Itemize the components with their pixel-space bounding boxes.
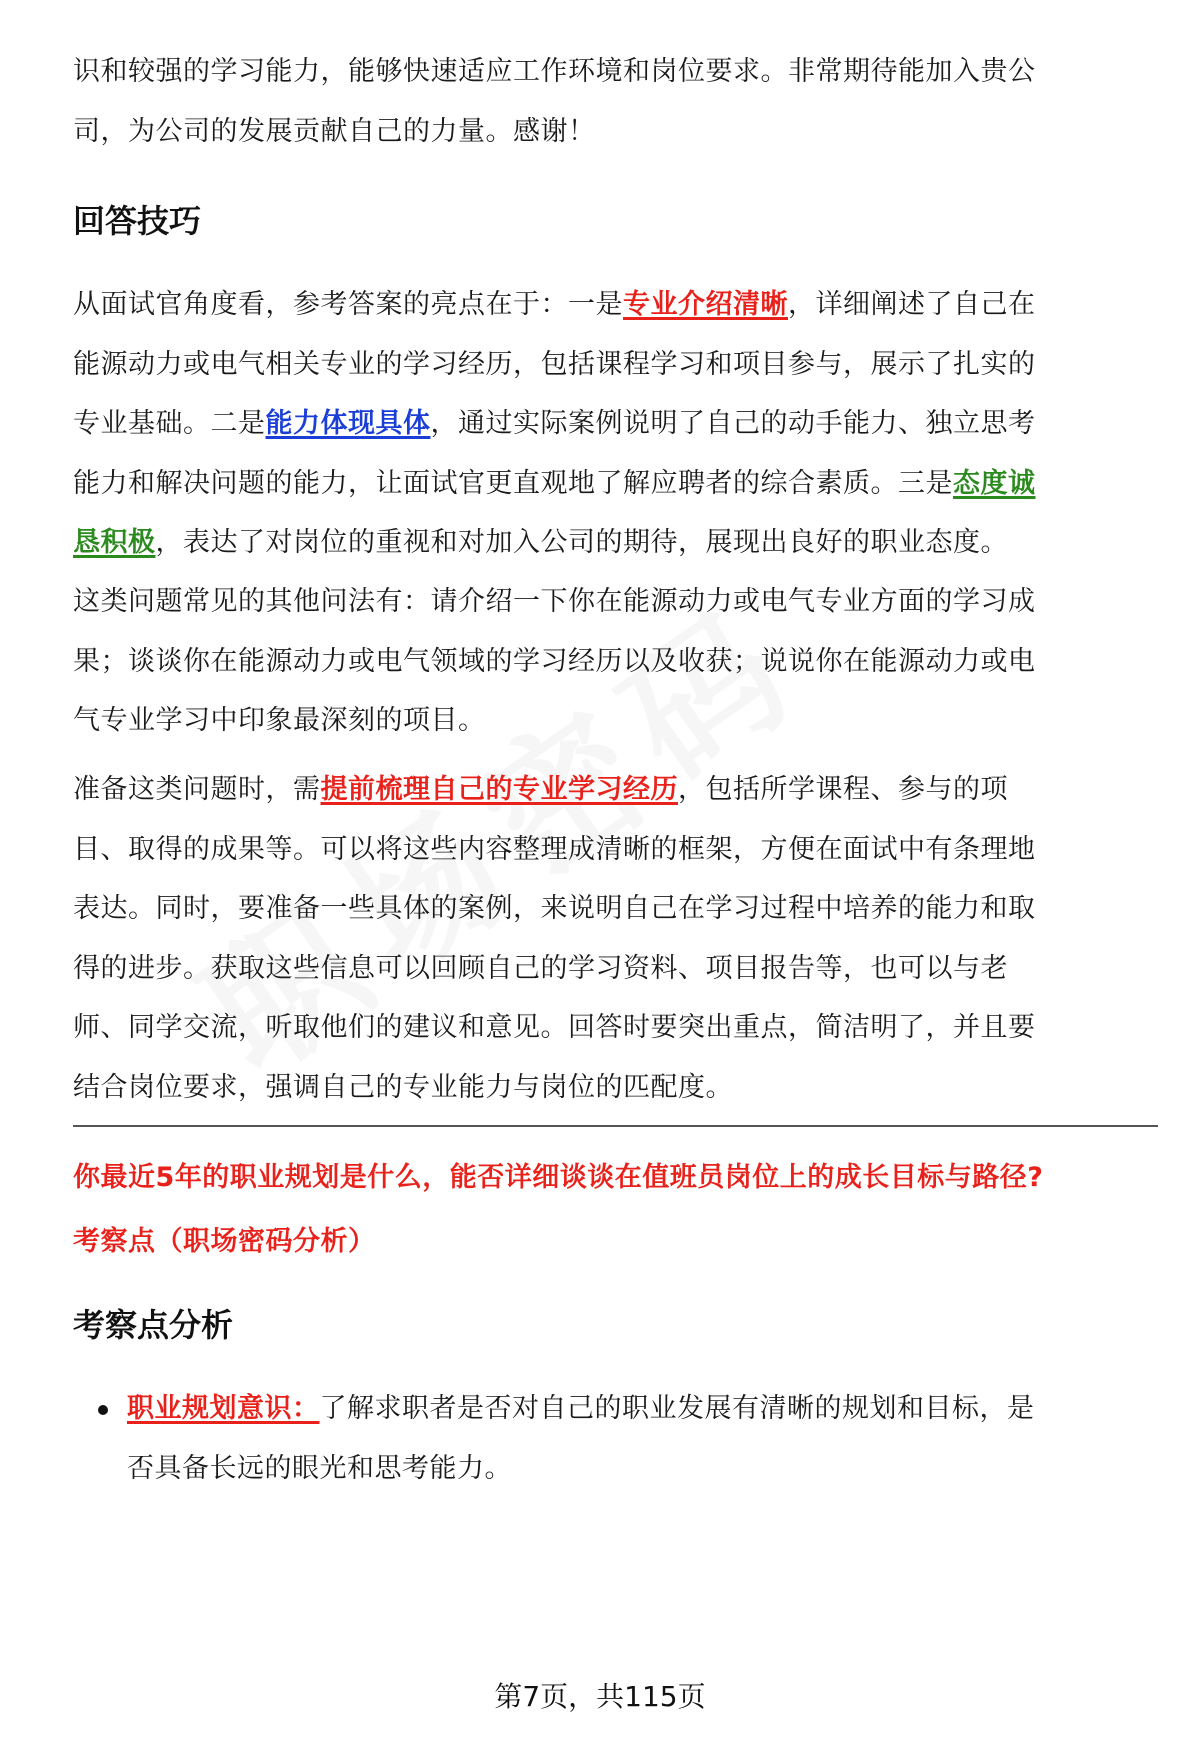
tips-paragraph-1: 从面试官角度看，参考答案的亮点在于：一是专业介绍清晰，详细阐述了自己在能源动力或电气相关专业的学习经历，包括课程学习和项目参与，展示了扎实的专业基础。二是能力体现具体，通过实际案例说明了自己的动手能力、独立思考能力和解决问题的能力，让面试官更直观地了解应聘者的综合素质。三是态度诚恳积极，表达了对岗位的重视和对加入公司的期待，展现出良好的职业态度。 [73, 289, 1036, 558]
bullet-label: 职业规划意识： [127, 1393, 320, 1424]
highlight-sincere-attitude: 态度诚恳积极 [73, 467, 1036, 558]
page-number: 第7页，共115页 [494, 1680, 706, 1713]
tips-paragraph-3: 准备这类问题时，需提前梳理自己的专业学习经历，包括所学课程、参与的项目、取得的成果等。可以将这些内容整理成清晰的框架，方便在面试中有条理地表达。同时，要准备一些具体的案例，来说明自己在学习过程中培养的能力和取得的进步。获取这些信息可以回顾自己的学习资料、项目报告等，也可以与老师、同学交流，听取他们的建议和意见。回答时要突出重点，简洁明了，并且要结合岗位要求，强调自己的专业能力与岗位的匹配度。 [73, 774, 1036, 1103]
analysis-list [73, 1379, 1048, 1498]
tips-paragraph-2: 这类问题常见的其他问法有：请介绍一下你在能源动力或电气专业方面的学习成果；谈谈你在能源动力或电气领域的学习经历以及收获；说说你在能源动力或电气专业学习中印象最深刻的项目。 [73, 586, 1036, 736]
intro-line-1: 识和较强的学习能力，能够快速适应工作环境和岗位要求。非常期待能加入贵公 [73, 56, 1036, 87]
bullet-text: 了解求职者是否对自己的职业发展有清晰的规划和目标，是否具备长远的眼光和思考能力。 [127, 1393, 1035, 1484]
tips-heading: 回答技巧 [73, 202, 202, 240]
question-subtitle: 考察点（职场密码分析） [73, 1226, 376, 1257]
bullet-icon [98, 1405, 108, 1415]
intro-line-2: 司，为公司的发展贡献自己的力量。感谢！ [73, 115, 596, 147]
question-title: 你最近5年的职业规划是什么，能否详细谈谈在值班员岗位上的成长目标与路径? [73, 1162, 1044, 1193]
highlight-prepare-study: 提前梳理自己的专业学习经历 [320, 774, 678, 805]
intro-tail [73, 42, 1153, 161]
list-item [73, 1379, 1048, 1498]
analysis-heading: 考察点分析 [73, 1306, 234, 1344]
highlight-clear-intro: 专业介绍清晰 [623, 289, 788, 320]
highlight-concrete-ability: 能力体现具体 [265, 408, 431, 439]
section-divider [73, 1125, 1158, 1127]
